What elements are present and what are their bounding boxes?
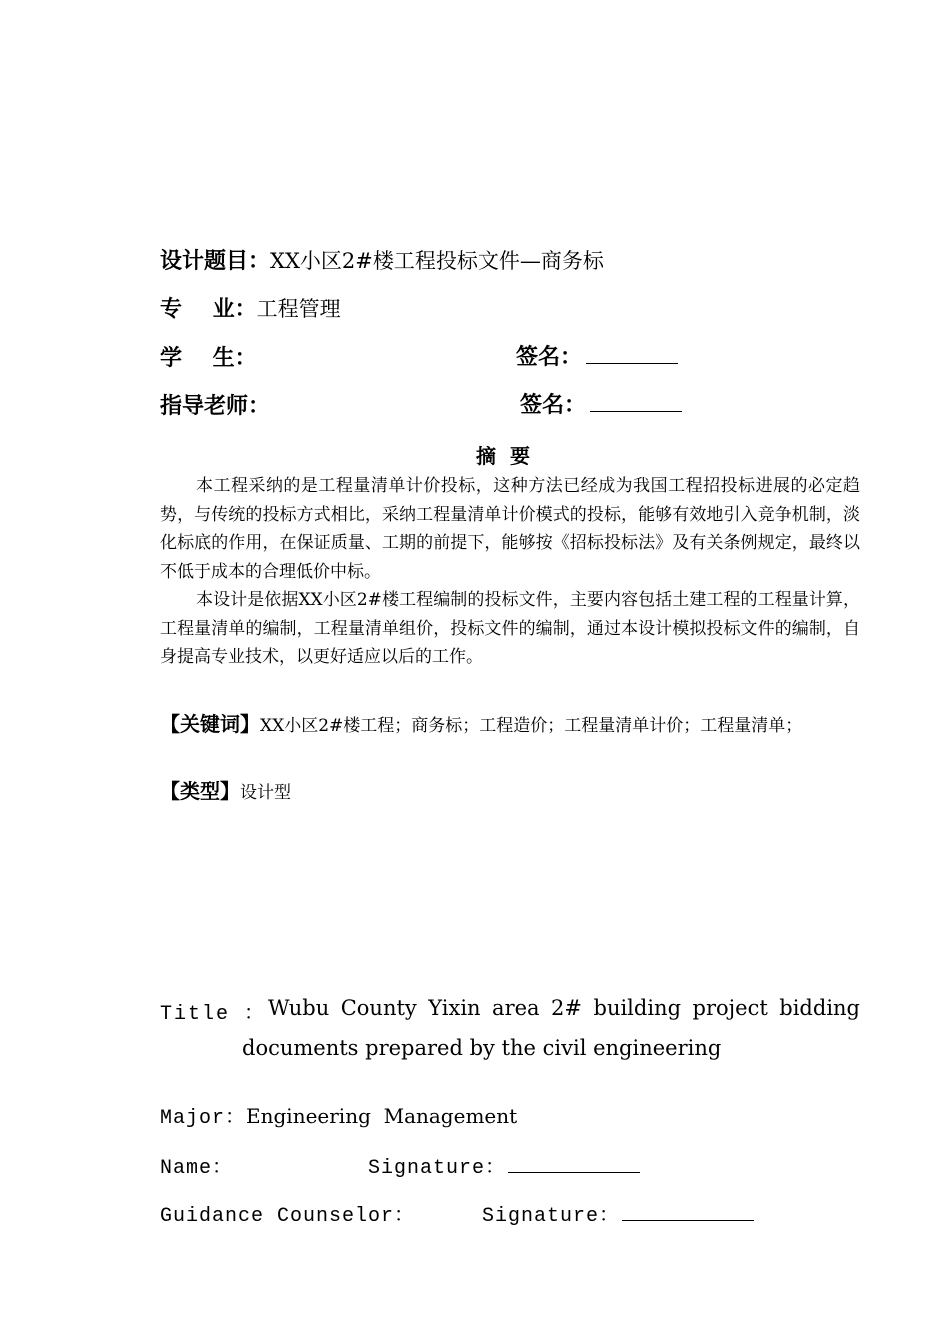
keywords-row	[160, 708, 802, 737]
english-name-label: Name：	[160, 1157, 234, 1180]
advisor-row	[160, 391, 270, 421]
major-value: 工程管理	[256, 297, 341, 321]
english-counselor-signature-label: Signature：	[482, 1205, 621, 1228]
english-major-row	[160, 1100, 517, 1130]
type-row	[160, 775, 291, 804]
keywords-label: 【关键词】	[160, 712, 260, 736]
design-topic-value: XX小区2#楼工程投标文件—商务标	[270, 249, 604, 273]
advisor-signature-label: 签名：	[520, 393, 587, 418]
english-title-line-1: Wubu County Yixin area 2# building project bidding	[268, 996, 860, 1020]
abstract-paragraph-1: 本工程采纳的是工程量清单计价投标，这种方法已经成为我国工程招投标进展的必定趋势，与传统的投标方式相比，采纳工程量清单计价模式的投标，能够有效地引入竞争机制，淡化标底的作用，在保证质量、工期的前提下，能够按《招标投标法》及有关条例规定，最终以不低于成本的合理低价中标。	[160, 476, 860, 582]
english-counselor-label: Guidance Counselor：	[160, 1205, 416, 1228]
student-signature	[516, 343, 678, 373]
keywords-value: XX小区2#楼工程；商务标；工程造价；工程量清单计价；工程量清单；	[260, 716, 803, 736]
major-label: 专 业：	[160, 297, 257, 322]
english-name-signature	[368, 1150, 640, 1180]
english-counselor-row	[160, 1198, 415, 1228]
english-name-signature-line	[508, 1154, 640, 1173]
english-counselor-signature	[482, 1198, 754, 1228]
advisor-signature	[520, 391, 682, 421]
english-title-line-2: documents prepared by the civil engineering	[242, 1036, 722, 1060]
design-topic-row	[160, 246, 604, 276]
advisor-signature-line	[590, 391, 682, 412]
english-major-label: Major：	[160, 1107, 247, 1130]
english-title-label: Title ：	[160, 1003, 267, 1026]
student-signature-line	[586, 343, 678, 364]
student-label: 学 生：	[160, 346, 257, 371]
advisor-label: 指导老师：	[160, 394, 271, 419]
type-value: 设计型	[240, 783, 291, 803]
student-signature-label: 签名：	[516, 345, 583, 370]
abstract-paragraph-2: 本设计是依据XX小区2#楼工程编制的投标文件，主要内容包括土建工程的工程量计算，工程量清单的编制，工程量清单组价，投标文件的编制，通过本设计模拟投标文件的编制，自身提高专业技术，以更好适应以后的工作。	[160, 590, 860, 668]
major-row	[160, 294, 341, 324]
english-counselor-signature-line	[622, 1202, 754, 1221]
design-topic-label: 设计题目：	[160, 249, 271, 274]
english-name-row	[160, 1150, 233, 1180]
student-row	[160, 343, 257, 373]
type-label: 【类型】	[160, 779, 240, 803]
english-major-value: Engineering Management	[246, 1104, 518, 1128]
abstract-title: 摘要	[476, 444, 544, 468]
english-name-signature-label: Signature：	[368, 1157, 507, 1180]
